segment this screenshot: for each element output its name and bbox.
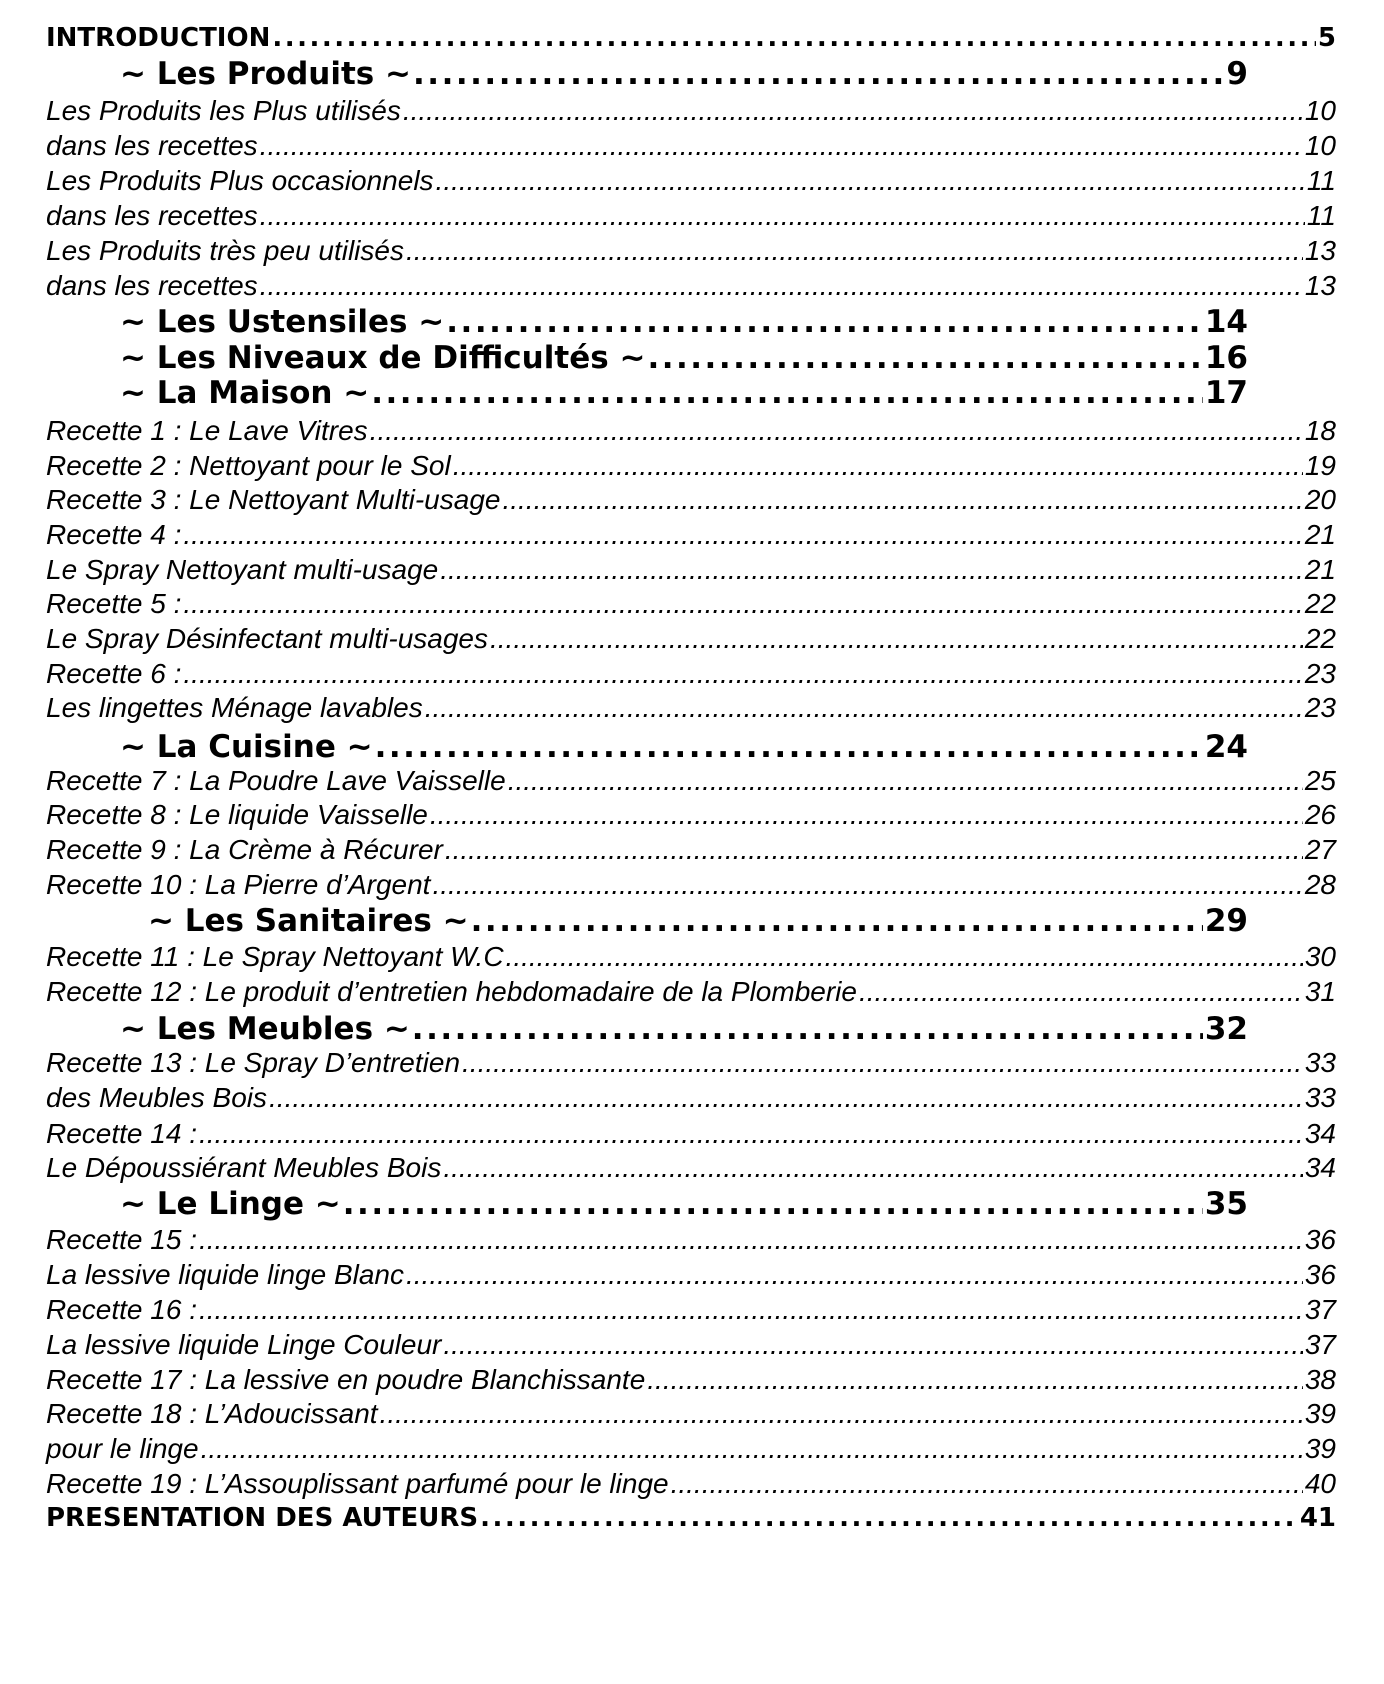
toc-entry-title: Le Dépoussiérant Meubles Bois	[46, 1152, 442, 1183]
toc-entry-page-number: 20	[1304, 484, 1336, 515]
toc-entry	[46, 163, 1336, 199]
toc-entry-page-number: 18	[1304, 415, 1336, 446]
dot-leader	[432, 867, 1302, 903]
dot-leader	[199, 1222, 1303, 1258]
toc-entry-title: La lessive liquide linge Blanc	[46, 1259, 404, 1290]
toc-entry	[46, 763, 1336, 799]
toc-section-heading	[120, 1185, 1248, 1223]
toc-entry-title: Recette 14 :	[46, 1118, 197, 1149]
dot-leader	[490, 621, 1303, 657]
toc-entry-page-number: 28	[1304, 869, 1336, 900]
toc-entry-page-number: 21	[1304, 554, 1336, 585]
toc-entry-title: Recette 11 : Le Spray Nettoyant W.C	[46, 941, 504, 972]
toc-entry-title: Recette 5 :	[46, 588, 182, 619]
toc-entry-title: PRESENTATION DES AUTEURS	[46, 1503, 479, 1533]
dot-leader	[425, 690, 1303, 726]
dot-leader	[375, 728, 1203, 766]
dot-leader	[508, 763, 1303, 799]
toc-entry-page-number: 17	[1204, 375, 1248, 411]
toc-entry-title: Recette 9 : La Crème à Récurer	[46, 834, 443, 865]
dot-leader	[412, 1010, 1203, 1048]
dot-leader	[260, 128, 1303, 164]
toc-entry-title: Recette 12 : Le produit d’entretien hebdomadaire de la Plomberie	[46, 976, 857, 1007]
dot-leader	[443, 1327, 1302, 1363]
toc-entry-title: Recette 8 : Le liquide Vaisselle	[46, 799, 428, 830]
toc-entry	[46, 517, 1336, 553]
toc-entry-page-number: 10	[1304, 130, 1336, 161]
toc-entry-title: Recette 6 :	[46, 658, 182, 689]
toc-entry-title: ~ Les Meubles ~	[120, 1011, 410, 1047]
toc-entry-title: Recette 17 : La lessive en poudre Blanchissante	[46, 1364, 646, 1395]
toc-entry-title: Les lingettes Ménage lavables	[46, 692, 423, 723]
toc-entry-title: Recette 19 : L’Assouplissant parfumé pour le linge	[46, 1468, 669, 1499]
dot-leader	[199, 1116, 1303, 1152]
toc-entry-page-number: 32	[1204, 1011, 1248, 1047]
toc-entry-title: INTRODUCTION	[46, 23, 271, 53]
dot-leader	[443, 1150, 1303, 1186]
toc-entry-title: Le Spray Désinfectant multi-usages	[46, 623, 488, 654]
toc-entry-page-number: 33	[1304, 1082, 1336, 1113]
toc-entry-page-number: 13	[1304, 270, 1336, 301]
toc-entry-page-number: 23	[1304, 692, 1336, 723]
toc-entry-title: Recette 7 : La Poudre Lave Vaisselle	[46, 765, 506, 796]
dot-leader	[406, 1257, 1303, 1293]
dot-leader	[453, 448, 1303, 484]
toc-entry-title: Les Produits très peu utilisés	[46, 235, 404, 266]
dot-leader	[462, 1045, 1303, 1081]
toc-entry	[46, 1466, 1336, 1502]
toc-section-heading	[120, 374, 1248, 412]
toc-entry-title: Recette 1 : Le Lave Vitres	[46, 415, 368, 446]
dot-leader	[436, 163, 1305, 199]
toc-entry-title: dans les recettes	[46, 270, 258, 301]
toc-entry	[46, 621, 1336, 657]
toc-entry-title: dans les recettes	[46, 200, 258, 231]
dot-leader	[380, 1396, 1303, 1432]
toc-entry-page-number: 37	[1304, 1294, 1336, 1325]
toc-entry-page-number: 23	[1304, 658, 1336, 689]
toc-entry-page-number: 25	[1304, 765, 1336, 796]
toc-entry-page-number: 38	[1304, 1364, 1336, 1395]
toc-entry-page-number: 22	[1304, 623, 1336, 654]
dot-leader	[371, 374, 1203, 412]
dot-leader	[201, 1431, 1303, 1467]
dot-leader	[506, 939, 1303, 975]
toc-entry-title: Les Produits les Plus utilisés	[46, 95, 401, 126]
toc-entry	[46, 1150, 1336, 1186]
toc-entry	[46, 198, 1336, 234]
toc-entry	[46, 867, 1336, 903]
toc-entry-title: Le Spray Nettoyant multi-usage	[46, 554, 439, 585]
toc-entry	[46, 1431, 1336, 1467]
toc-entry-page-number: 11	[1306, 200, 1336, 231]
toc-entry-page-number: 30	[1304, 941, 1336, 972]
toc-entry	[46, 656, 1336, 692]
dot-leader	[260, 198, 1305, 234]
toc-entry-title: ~ Le Linge ~	[120, 1186, 341, 1222]
toc-entry	[46, 586, 1336, 622]
toc-entry-page-number: 27	[1304, 834, 1336, 865]
toc-entry-title: Recette 2 : Nettoyant pour le Sol	[46, 450, 451, 481]
dot-leader	[440, 552, 1303, 588]
dot-leader	[406, 233, 1303, 269]
toc-entry	[46, 1396, 1336, 1432]
dot-leader	[183, 517, 1302, 553]
dot-leader	[183, 586, 1302, 622]
toc-entry-page-number: 22	[1304, 588, 1336, 619]
toc-entry-page-number: 11	[1306, 165, 1336, 196]
toc-entry-page-number: 40	[1304, 1468, 1336, 1499]
toc-entry-title: Les Produits Plus occasionnels	[46, 165, 434, 196]
toc-entry-page-number: 37	[1304, 1329, 1336, 1360]
toc-entry-title: ~ Les Produits ~	[120, 56, 412, 92]
dot-leader	[413, 55, 1224, 93]
dot-leader	[471, 902, 1203, 940]
toc-entry	[46, 1257, 1336, 1293]
toc-entry	[46, 268, 1336, 304]
toc-entry-page-number: 36	[1304, 1224, 1336, 1255]
toc-entry	[46, 1045, 1336, 1081]
toc-entry-page-number: 39	[1304, 1433, 1336, 1464]
toc-entry-page-number: 5	[1317, 23, 1336, 53]
toc-major-entry	[46, 20, 1336, 56]
toc-entry-page-number: 34	[1304, 1152, 1336, 1183]
toc-entry	[46, 1362, 1336, 1398]
toc-entry-page-number: 39	[1304, 1398, 1336, 1429]
toc-entry-title: ~ Les Niveaux de Difficultés ~	[120, 340, 646, 376]
toc-entry	[46, 1116, 1336, 1152]
toc-entry-page-number: 34	[1304, 1118, 1336, 1149]
toc-entry-page-number: 19	[1304, 450, 1336, 481]
dot-leader	[445, 832, 1303, 868]
toc-entry	[46, 690, 1336, 726]
toc-entry-title: ~ Les Ustensiles ~	[120, 304, 445, 340]
toc-entry	[46, 233, 1336, 269]
toc-entry	[46, 128, 1336, 164]
toc-entry-title: dans les recettes	[46, 130, 258, 161]
dot-leader	[671, 1466, 1303, 1502]
toc-entry	[46, 974, 1336, 1010]
toc-entry-page-number: 33	[1304, 1047, 1336, 1078]
toc-entry-page-number: 14	[1204, 304, 1248, 340]
dot-leader	[647, 1362, 1303, 1398]
toc-entry-page-number: 36	[1304, 1259, 1336, 1290]
toc-entry-page-number: 9	[1226, 56, 1248, 92]
dot-leader	[183, 656, 1302, 692]
dot-leader	[370, 413, 1303, 449]
toc-entry-title: ~ La Maison ~	[120, 375, 370, 411]
toc-entry	[46, 482, 1336, 518]
dot-leader	[199, 1292, 1303, 1328]
toc-entry-title: des Meubles Bois	[46, 1082, 268, 1113]
toc-section-heading	[148, 902, 1248, 940]
toc-entry-title: Recette 16 :	[46, 1294, 197, 1325]
dot-leader	[269, 1080, 1303, 1116]
toc-entry-title: Recette 15 :	[46, 1224, 197, 1255]
toc-entry-page-number: 31	[1304, 976, 1336, 1007]
toc-entry-page-number: 41	[1299, 1503, 1336, 1533]
dot-leader	[430, 797, 1303, 833]
dot-leader	[859, 974, 1303, 1010]
toc-entry-page-number: 35	[1204, 1186, 1248, 1222]
dot-leader	[403, 93, 1303, 129]
toc-section-heading	[120, 55, 1248, 93]
toc-section-heading	[120, 1010, 1248, 1048]
toc-entry-page-number: 16	[1204, 340, 1248, 376]
dot-leader	[480, 1500, 1298, 1536]
toc-entry-title: pour le linge	[46, 1433, 199, 1464]
toc-entry	[46, 413, 1336, 449]
toc-section-heading	[120, 303, 1248, 341]
dot-leader	[446, 303, 1203, 341]
toc-entry-page-number: 26	[1304, 799, 1336, 830]
toc-entry	[46, 448, 1336, 484]
toc-major-entry	[46, 1500, 1336, 1536]
toc-entry-page-number: 10	[1304, 95, 1336, 126]
toc-entry	[46, 1080, 1336, 1116]
toc-entry-title: Recette 10 : La Pierre d’Argent	[46, 869, 431, 900]
dot-leader	[647, 339, 1202, 377]
toc-entry-page-number: 13	[1304, 235, 1336, 266]
toc-entry-title: Recette 13 : Le Spray D’entretien	[46, 1047, 461, 1078]
toc-entry	[46, 1222, 1336, 1258]
toc-entry	[46, 832, 1336, 868]
toc-entry	[46, 1327, 1336, 1363]
toc-entry-page-number: 21	[1304, 519, 1336, 550]
toc-entry-title: Recette 18 : L’Adoucissant	[46, 1398, 378, 1429]
toc-entry-title: ~ Les Sanitaires ~	[148, 903, 469, 939]
toc-entry	[46, 93, 1336, 129]
toc-entry-page-number: 24	[1204, 729, 1248, 765]
toc-section-heading	[120, 728, 1248, 766]
toc-section-heading	[120, 339, 1248, 377]
toc-entry-page-number: 29	[1204, 903, 1248, 939]
toc-entry	[46, 939, 1336, 975]
toc-entry	[46, 1292, 1336, 1328]
toc-entry-title: ~ La Cuisine ~	[120, 729, 373, 765]
dot-leader	[272, 20, 1316, 56]
dot-leader	[502, 482, 1302, 518]
dot-leader	[260, 268, 1303, 304]
toc-entry-title: Recette 3 : Le Nettoyant Multi-usage	[46, 484, 501, 515]
toc-entry-title: La lessive liquide Linge Couleur	[46, 1329, 442, 1360]
dot-leader	[343, 1185, 1203, 1223]
toc-entry	[46, 797, 1336, 833]
toc-entry	[46, 552, 1336, 588]
toc-entry-title: Recette 4 :	[46, 519, 182, 550]
